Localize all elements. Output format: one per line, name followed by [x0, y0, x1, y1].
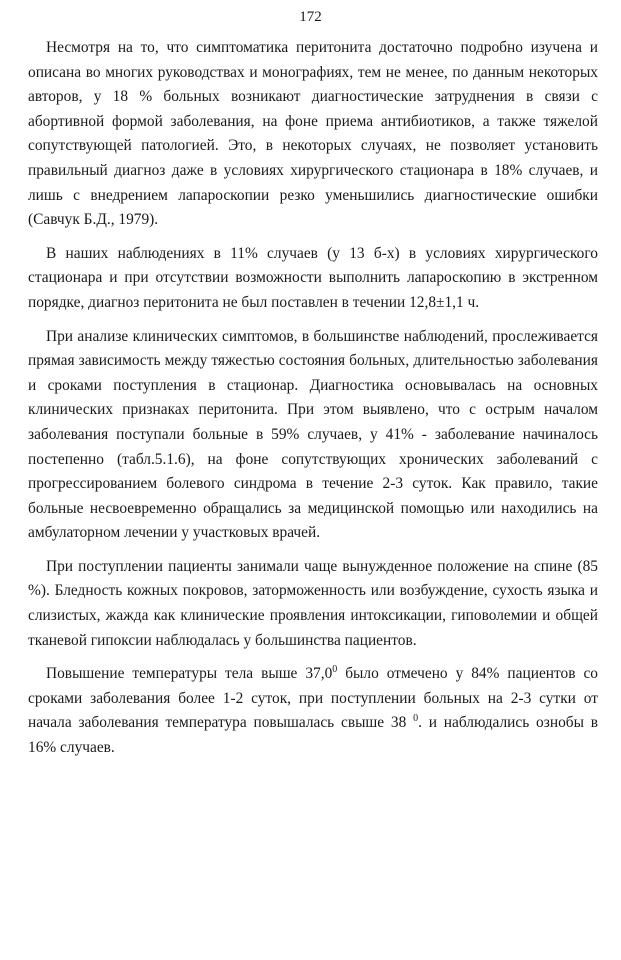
paragraph-5-part-1: Повышение температуры тела выше 37,0 — [46, 665, 333, 683]
paragraph-5 — [28, 662, 598, 760]
document-body — [28, 36, 598, 770]
paragraph-1: Несмотря на то, что симптоматика перитонита достаточно подробно изучена и описана во многих руководствах и монографиях, тем не менее, по данным некоторых авторов, у 18 % больных возникают диагностические затруднения в связи с абортивной формой заболевания, на фоне приема антибиотиков, а также тяжелой сопутствующей патологией. Это, в некоторых случаях, не позволяет установить правильный диагноз даже в условиях хирургического стационара в 18% случаев, и лишь с внедрением лапароскопии резко уменьшились диагностические ошибки (Савчук Б.Д., 1979). — [28, 39, 598, 229]
page-number: 172 — [299, 9, 322, 25]
paragraph-3: При анализе клинических симптомов, в большинстве наблюдений, прослеживается прямая зависимость между тяжестью состояния больных, длительностью заболевания и сроками поступления в стационар. Диагностика основывалась на основных клинических признаках перитонита. При этом выявлено, что с острым началом заболевания поступали больные в 59% случаев, у 41% - заболевание начиналось постепенно (табл.5.1.6), на фоне сопутствующих хронических заболеваний с прогрессированием болевого синдрома в течение 2-3 суток. Как правило, такие больные несвоевременно обращались за медицинской помощью или находились на амбулаторном лечении у участковых врачей. — [28, 327, 598, 542]
paragraph-5-part-3: . и наблюдались ознобы в 16% случаев. — [28, 714, 598, 757]
paragraph-2: В наших наблюдениях в 11% случаев (у 13 б-х) в условиях хирургического стационара и при отсутствии возможности выполнить лапароскопию в экстренном порядке, диагноз перитонита не был поставлен в течении 12,8±1,1 ч. — [28, 244, 598, 311]
paragraph-5-part-2: было отмечено у 84% пациентов со сроками заболевания более 1-2 суток, при поступлении больных на 2-3 сутки от начала заболевания температура повышалась свыше 38 — [28, 665, 598, 732]
paragraph-4: При поступлении пациенты занимали чаще вынужденное положение на спине (85 %). Бледность кожных покровов, заторможенность или возбуждение, сухость языка и слизистых, жажда как клинические проявления интоксикации, гиповолемии и общей тканевой гипоксии наблюдалась у большинства пациентов. — [28, 557, 598, 649]
degree-superscript-1: 0 — [332, 664, 338, 676]
degree-superscript-2: 0 — [413, 713, 419, 725]
